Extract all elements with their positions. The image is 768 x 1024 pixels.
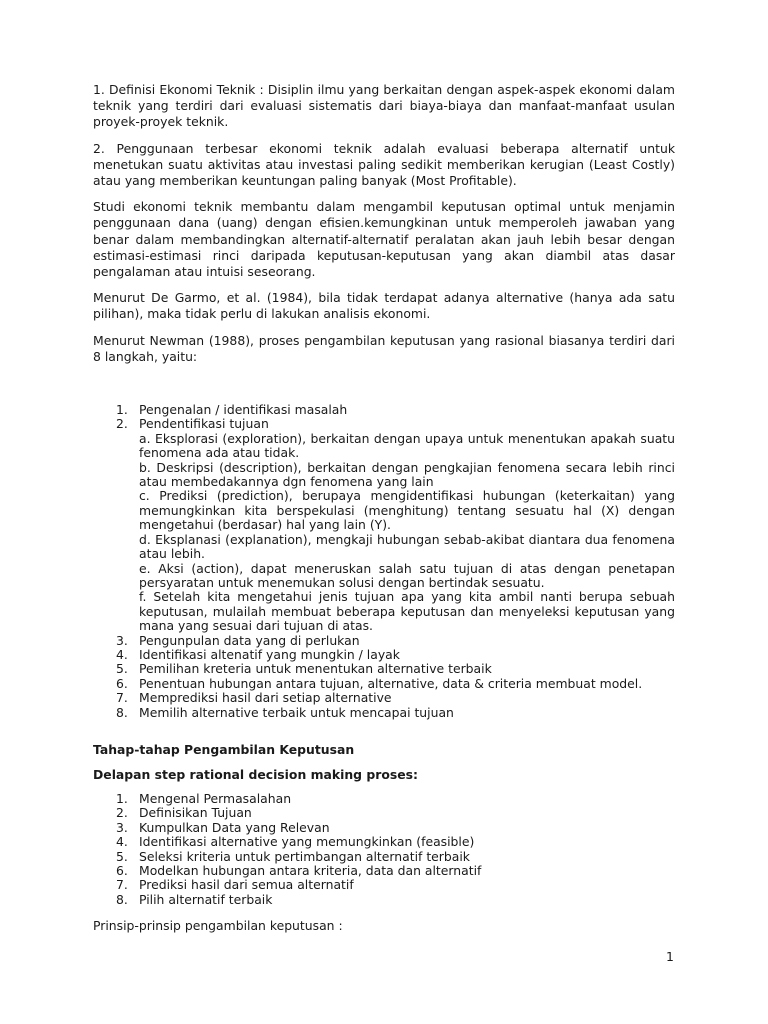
objective-sublist — [139, 432, 675, 634]
sub-item: c. Prediksi (prediction), berupaya mengidentifikasi hubungan (keterkaitan) yang memungkinkan kita berspekulasi (menghitung) tentang sesuatu hal (X) dengan mengetahui (berdasar) hal yang lain (Y). — [139, 488, 675, 533]
list-item — [93, 677, 675, 691]
principles-line: Prinsip-prinsip pengambilan keputusan : — [93, 918, 343, 934]
list-number: 4. — [116, 646, 128, 662]
list-item-text: Definisikan Tujuan — [139, 805, 252, 821]
list-number: 6. — [116, 863, 128, 879]
paragraph-usage: 2. Penggunaan terbesar ekonomi teknik adalah evaluasi beberapa alternatif untuk menetukan suatu aktivitas atau investasi paling sedikit memberikan kerugian (Least Costly) atau yang memberikan keuntungan paling banyak (Most Profitable). — [93, 140, 675, 189]
list-number: 1. — [116, 402, 128, 418]
list-number: 2. — [116, 416, 128, 432]
sub-item: e. Aksi (action), dapat meneruskan salah satu tujuan di atas dengan penetapan persyaratan untuk menemukan solusi dengan bertindak sesuatu. — [139, 560, 675, 590]
list-number: 2. — [116, 805, 128, 821]
list-item — [93, 835, 675, 849]
list-item-text: Modelkan hubungan antara kriteria, data dan alternatif — [139, 863, 482, 879]
list-item-text: Memprediksi hasil dari setiap alternative — [139, 690, 392, 706]
list-number: 1. — [116, 790, 128, 806]
list-item-text: Pemilihan kreteria untuk menentukan alternative terbaik — [139, 661, 492, 677]
list-number: 8. — [116, 704, 128, 720]
list-number: 3. — [116, 632, 128, 648]
sub-item: b. Deskripsi (description), berkaitan dengan pengkajian fenomena secara lebih rinci atau membedakannya dgn fenomena yang lain — [139, 459, 675, 490]
list-item — [93, 634, 675, 648]
list-item — [93, 792, 675, 806]
list-number: 7. — [116, 690, 128, 706]
list-item-text: Pendentifikasi tujuan — [139, 416, 269, 432]
list-item-text: Seleksi kriteria untuk pertimbangan alternatif terbaik — [139, 848, 470, 864]
sub-item: f. Setelah kita mengetahui jenis tujuan apa yang kita ambil nanti berupa sebuah keputusan, mulailah membuat beberapa keputusan dan menyeleksi keputusan yang mana yang sesuai dari tujuan di atas. — [139, 589, 675, 634]
list-item — [93, 821, 675, 835]
paragraph-degarmo: Menurut De Garmo, et al. (1984), bila tidak terdapat adanya alternative (hanya ada satu pilihan), maka tidak perlu di lakukan analisis ekonomi. — [93, 290, 675, 322]
list-item — [93, 806, 675, 820]
sub-item: a. Eksplorasi (exploration), berkaitan dengan upaya untuk menentukan apakah suatu fenomena ada atau tidak. — [139, 430, 675, 461]
rational-steps-list — [93, 792, 675, 907]
list-item — [93, 662, 675, 676]
list-number: 5. — [116, 661, 128, 677]
list-item-text: Pengunpulan data yang di perlukan — [139, 632, 360, 648]
list-number: 7. — [116, 877, 128, 893]
list-number: 5. — [116, 848, 128, 864]
list-item — [93, 864, 675, 878]
list-item — [93, 878, 675, 892]
decision-steps-list — [93, 403, 675, 720]
list-item-text: Pilih alternatif terbaik — [139, 891, 273, 907]
list-item-text: Penentuan hubungan antara tujuan, alternative, data & criteria membuat model. — [139, 675, 643, 691]
sub-item: d. Eksplanasi (explanation), mengkaji hubungan sebab-akibat diantara dua fenomena atau lebih. — [139, 531, 675, 562]
paragraph-definition: 1. Definisi Ekonomi Teknik : Disiplin ilmu yang berkaitan dengan aspek-aspek ekonomi dalam teknik yang terdiri dari evaluasi sistematis dari biaya-biaya dan manfaat-manfaat usulan proyek-proyek teknik. — [93, 82, 675, 130]
list-item — [93, 706, 675, 720]
list-item-text: Memilih alternative terbaik untuk mencapai tujuan — [139, 704, 454, 720]
list-number: 3. — [116, 819, 128, 835]
list-item-text: Kumpulkan Data yang Relevan — [139, 819, 330, 835]
list-number: 4. — [116, 834, 128, 850]
list-item — [93, 403, 675, 417]
paragraph-study: Studi ekonomi teknik membantu dalam mengambil keputusan optimal untuk menjamin penggunaan dana (uang) dengan efisien.kemungkinan untuk memperoleh jawaban yang benar dalam membandingkan alternatif-alternatif peralatan akan jauh lebih besar dengan estimasi-estimasi rinci daripada keputusan-keputusan yang akan diambil atas dasar pengalaman atau intuisi seseorang. — [93, 199, 675, 280]
list-item — [93, 417, 675, 633]
list-number: 8. — [116, 891, 128, 907]
list-item — [93, 691, 675, 705]
list-item-text: Identifikasi alternative yang memungkinkan (feasible) — [139, 834, 475, 850]
list-item-text: Prediksi hasil dari semua alternatif — [139, 877, 354, 893]
paragraph-newman: Menurut Newman (1988), proses pengambilan keputusan yang rasional biasanya terdiri dari 8 langkah, yaitu: — [93, 332, 675, 364]
section-subheading: Delapan step rational decision making proses: — [93, 766, 418, 782]
list-item — [93, 648, 675, 662]
page-number: 1 — [666, 949, 674, 964]
list-item — [93, 850, 675, 864]
list-item-text: Mengenal Permasalahan — [139, 790, 292, 806]
section-heading: Tahap-tahap Pengambilan Keputusan — [93, 741, 355, 757]
list-number: 6. — [116, 675, 128, 691]
list-item-text: Identifikasi altenatif yang mungkin / layak — [139, 646, 400, 662]
list-item-text: Pengenalan / identifikasi masalah — [139, 402, 348, 418]
list-item — [93, 893, 675, 907]
